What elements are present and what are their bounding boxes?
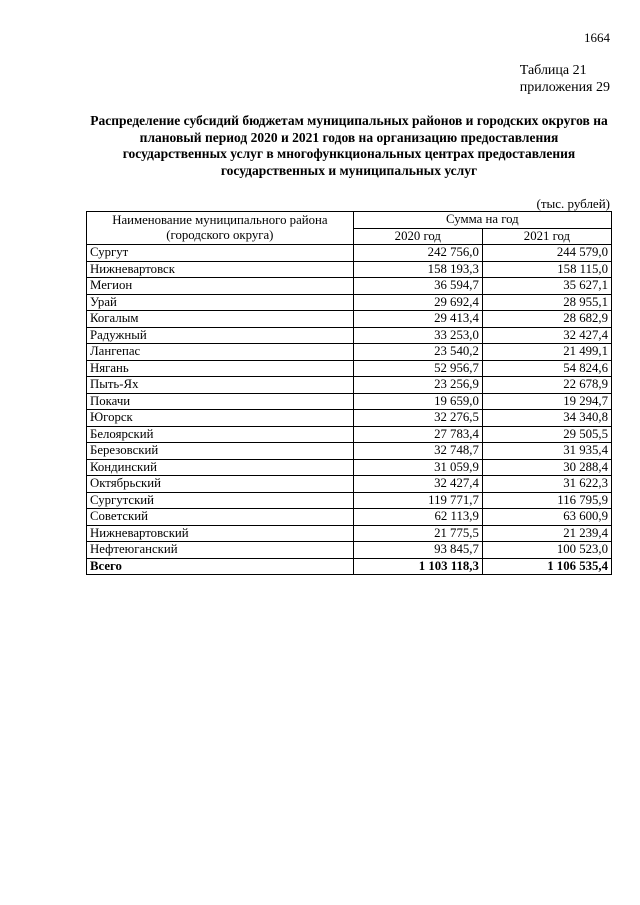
table-row [87, 426, 612, 443]
amount-2021-cell: 29 505,5 [482, 426, 611, 443]
amount-2021-cell: 31 935,4 [482, 443, 611, 460]
subsidy-table [86, 211, 612, 575]
amount-2021-cell: 116 795,9 [482, 492, 611, 509]
municipality-cell: Радужный [87, 327, 354, 344]
amount-2021-cell: 28 682,9 [482, 311, 611, 328]
municipality-cell: Сургутский [87, 492, 354, 509]
table-header-row [87, 212, 612, 229]
table-row [87, 476, 612, 493]
municipality-cell: Покачи [87, 393, 354, 410]
municipality-cell: Кондинский [87, 459, 354, 476]
table-row [87, 393, 612, 410]
header-municipality [87, 212, 354, 245]
amount-2021-cell: 34 340,8 [482, 410, 611, 427]
amount-2021-cell: 244 579,0 [482, 245, 611, 262]
appendix-number: приложения 29 [519, 80, 610, 95]
table-row [87, 261, 612, 278]
amount-2020-cell: 52 956,7 [353, 360, 482, 377]
amount-2021-cell: 35 627,1 [482, 278, 611, 295]
amount-2020-cell: 31 059,9 [353, 459, 482, 476]
amount-2020-cell: 36 594,7 [353, 278, 482, 295]
table-row [87, 311, 612, 328]
amount-2020-cell: 242 756,0 [353, 245, 482, 262]
header-municipality-line2: (городского округа) [166, 228, 274, 242]
amount-2020-cell: 21 775,5 [353, 525, 482, 542]
amount-2020-cell: 29 692,4 [353, 294, 482, 311]
amount-2020-cell: 32 748,7 [353, 443, 482, 460]
municipality-cell: Мегион [87, 278, 354, 295]
amount-2021-cell: 54 824,6 [482, 360, 611, 377]
units-label: (тыс. рублей) [536, 196, 610, 211]
amount-2021-cell: 100 523,0 [482, 542, 611, 559]
table-row [87, 360, 612, 377]
header-2021: 2021 год [482, 228, 611, 245]
document-title: Распределение субсидий бюджетам муниципальных районов и городских округов на плановый период 2020 и 2021 годов на организацию предоставления государственных услуг в многофункциональных центрах предоставления государственных и муниципальных услуг [90, 113, 608, 178]
amount-2020-cell: 23 540,2 [353, 344, 482, 361]
municipality-cell: Октябрьский [87, 476, 354, 493]
amount-2021-cell: 19 294,7 [482, 393, 611, 410]
municipality-cell: Белоярский [87, 426, 354, 443]
table-number: Таблица 21 [519, 63, 587, 78]
amount-2020-cell: 93 845,7 [353, 542, 482, 559]
amount-2021-cell: 1 106 535,4 [482, 558, 611, 575]
municipality-cell: Югорск [87, 410, 354, 427]
amount-2020-cell: 32 427,4 [353, 476, 482, 493]
municipality-cell: Советский [87, 509, 354, 526]
municipality-cell: Когалым [87, 311, 354, 328]
amount-2021-cell: 28 955,1 [482, 294, 611, 311]
amount-2021-cell: 21 239,4 [482, 525, 611, 542]
amount-2020-cell: 27 783,4 [353, 426, 482, 443]
header-municipality-line1: Наименование муниципального района [112, 213, 328, 227]
table-row [87, 443, 612, 460]
amount-2020-cell: 1 103 118,3 [353, 558, 482, 575]
municipality-cell: Нижневартовский [87, 525, 354, 542]
amount-2021-cell: 32 427,4 [482, 327, 611, 344]
header-2020: 2020 год [353, 228, 482, 245]
amount-2020-cell: 119 771,7 [353, 492, 482, 509]
table-row [87, 492, 612, 509]
page-number: 1664 [584, 30, 610, 45]
amount-2020-cell: 33 253,0 [353, 327, 482, 344]
amount-2021-cell: 158 115,0 [482, 261, 611, 278]
table-row [87, 327, 612, 344]
amount-2020-cell: 19 659,0 [353, 393, 482, 410]
municipality-cell: Пыть-Ях [87, 377, 354, 394]
municipality-cell: Сургут [87, 245, 354, 262]
amount-2020-cell: 158 193,3 [353, 261, 482, 278]
table-row [87, 525, 612, 542]
table-row [87, 278, 612, 295]
municipality-cell: Нижневартовск [87, 261, 354, 278]
amount-2021-cell: 22 678,9 [482, 377, 611, 394]
total-row [87, 558, 612, 575]
table-row [87, 459, 612, 476]
amount-2021-cell: 21 499,1 [482, 344, 611, 361]
table-row [87, 294, 612, 311]
table-row [87, 245, 612, 262]
municipality-cell: Лангепас [87, 344, 354, 361]
amount-2021-cell: 30 288,4 [482, 459, 611, 476]
table-row [87, 509, 612, 526]
municipality-cell: Березовский [87, 443, 354, 460]
amount-2020-cell: 32 276,5 [353, 410, 482, 427]
table-row [87, 344, 612, 361]
municipality-cell: Нягань [87, 360, 354, 377]
table-row [87, 377, 612, 394]
municipality-cell: Урай [87, 294, 354, 311]
amount-2021-cell: 31 622,3 [482, 476, 611, 493]
amount-2020-cell: 23 256,9 [353, 377, 482, 394]
amount-2020-cell: 62 113,9 [353, 509, 482, 526]
municipality-cell: Всего [87, 558, 354, 575]
table-row [87, 542, 612, 559]
amount-2020-cell: 29 413,4 [353, 311, 482, 328]
amount-2021-cell: 63 600,9 [482, 509, 611, 526]
table-row [87, 410, 612, 427]
table-reference [520, 62, 610, 96]
municipality-cell: Нефтеюганский [87, 542, 354, 559]
header-sum-per-year: Сумма на год [353, 212, 611, 229]
